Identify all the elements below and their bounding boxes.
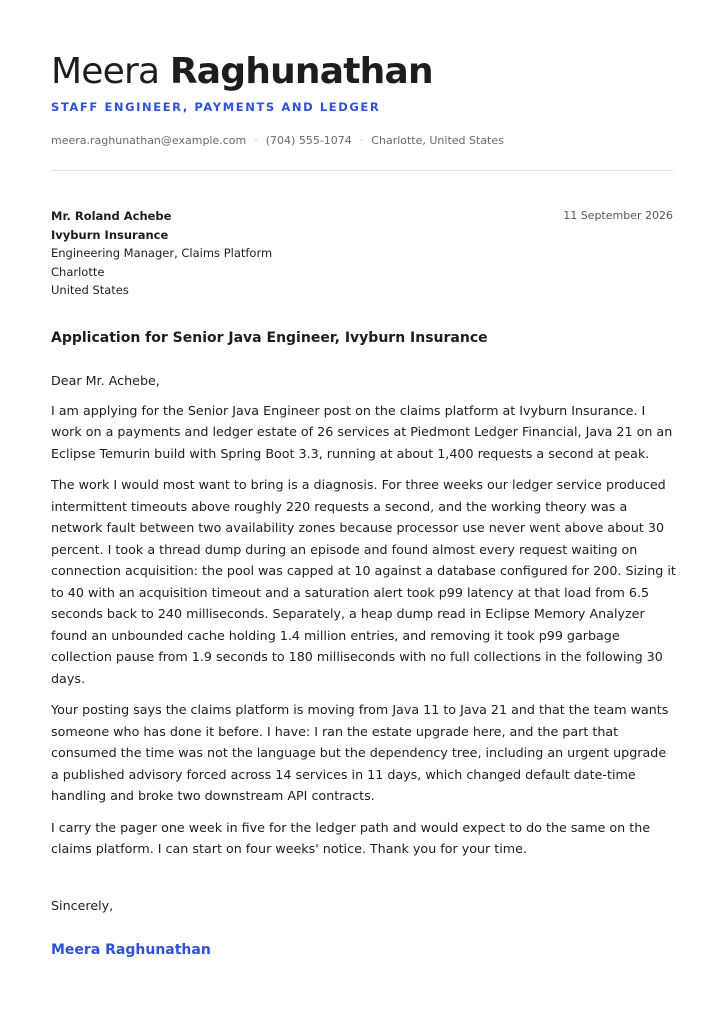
body-paragraph: I am applying for the Senior Java Engineer post on the claims platform at Ivyburn Insurance. I work on a payments and ledger estate of 26 services at Piedmont Ledger Financial, Java 21 on an Eclipse Temurin build with Spring Boot 3.3, running at about 1,400 requests a second at peak.	[51, 402, 673, 461]
body-paragraph: I carry the pager one week in five for the ledger path and would expect to do the same on the claims platform. I can start on four weeks' notice. Thank you for your time.	[51, 819, 651, 856]
sender-last-name: Raghunathan	[169, 51, 433, 92]
closing: Sincerely,	[51, 898, 114, 913]
sender-first-name: Meera	[51, 51, 160, 92]
letter-date: 11 September 2026	[563, 209, 673, 222]
letter-body	[51, 370, 676, 870]
recipient-name: Mr. Roland Achebe	[51, 209, 172, 223]
contact-separator: ·	[359, 134, 364, 147]
contact-separator: ·	[254, 134, 258, 147]
sender-role: STAFF ENGINEER, PAYMENTS AND LEDGER	[51, 100, 381, 114]
letter-subject: Application for Senior Java Engineer, Ivyburn Insurance	[51, 330, 488, 346]
letter-header	[51, 50, 673, 147]
sender-email[interactable]: meera.raghunathan@example.com	[51, 134, 247, 147]
recipient-country: United States	[51, 283, 129, 297]
body-paragraph: The work I would most want to bring is a diagnosis. For three weeks our ledger service produced intermittent timeouts above roughly 220 requests a second, and the working theory was a network fault between two availability zones because processor use never went above about 30 percent. I took a thread dump during an episode and found almost every request waiting on connection acquisition: the pool was capped at 10 against a database configured for 200. Sizing it to 40 with an acquisition timeout and a saturation alert took p99 latency at that load from 6.5 seconds back to 240 milliseconds. Separately, a heap dump read in Eclipse Memory Analyzer found an unbounded cache holding 1.4 million entries, and removing it took p99 garbage collection pause from 1.9 seconds to 180 milliseconds with no full collections in the following 30 days.	[51, 477, 676, 686]
salutation: Dear Mr. Achebe,	[51, 373, 160, 388]
recipient-block	[51, 207, 272, 300]
recipient-company: Ivyburn Insurance	[51, 227, 169, 242]
sender-location: Charlotte, United States	[371, 134, 504, 147]
contact-line	[51, 134, 673, 147]
recipient-title: Engineering Manager, Claims Platform	[51, 246, 273, 260]
signature: Meera Raghunathan	[51, 942, 211, 958]
recipient-city: Charlotte	[51, 264, 105, 279]
sender-name	[51, 50, 673, 94]
sender-phone[interactable]: (704) 555-1074	[265, 134, 352, 147]
header-divider	[51, 170, 673, 171]
body-paragraph: Your posting says the claims platform is moving from Java 11 to Java 21 and that the team wants someone who has done it before. I have: I ran the estate upgrade here, and the part that consumed the time was not the language but the dependency tree, including an urgent upgrade a published advisory forced across 14 services in 11 days, which changed default date-time handling and broke two downstream API contracts.	[51, 702, 669, 803]
